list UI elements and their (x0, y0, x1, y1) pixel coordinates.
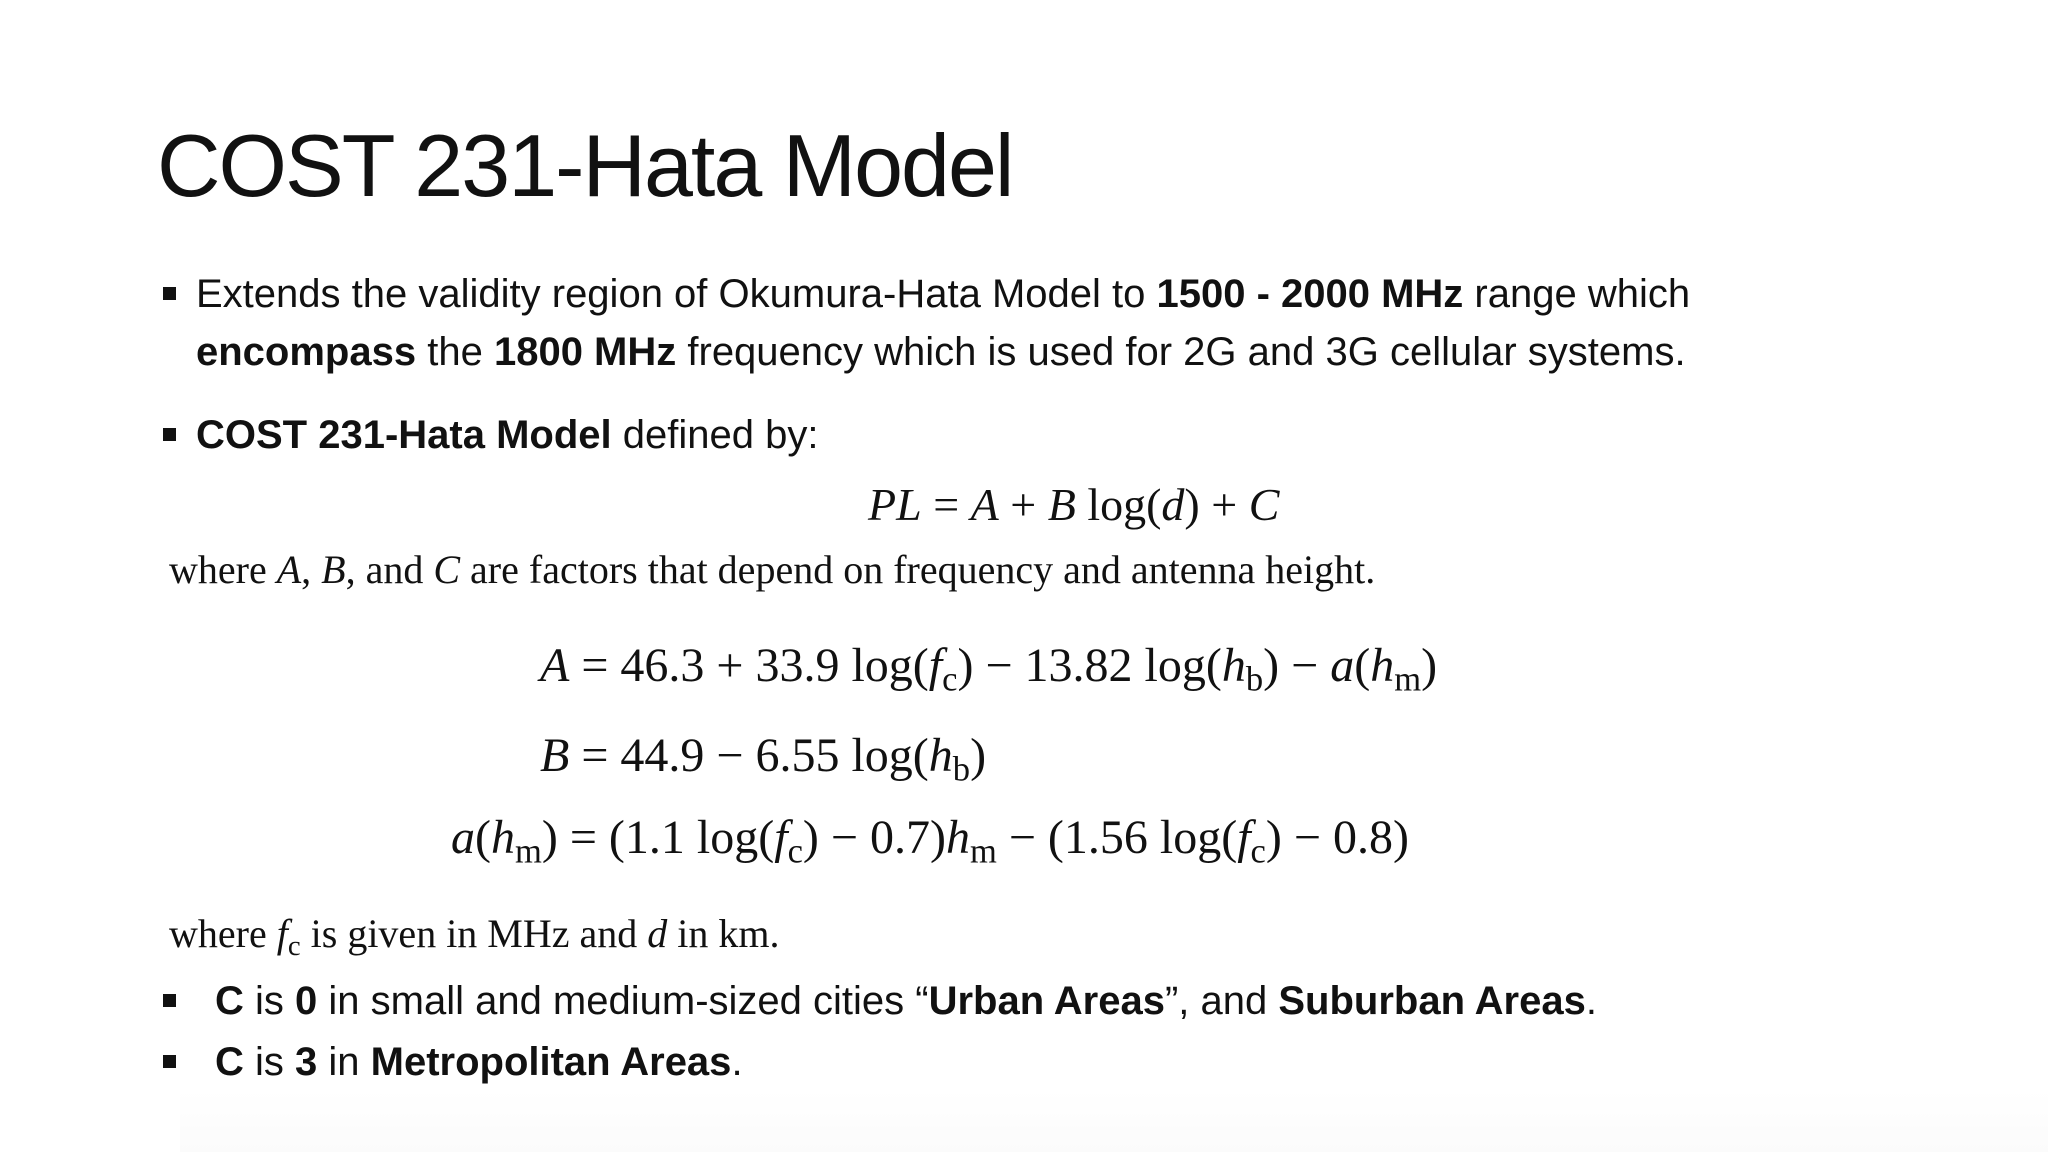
equation-path-loss: PL = A + B log(d) + C (868, 479, 1280, 530)
bullet-text: C is 0 in small and medium-sized cities “Urban Areas”, and Suburban Areas. (215, 979, 1597, 1023)
bullet-square-icon (163, 1055, 176, 1068)
units-description: where $f_c$ is given in MHz and d in km. (169, 911, 780, 963)
equation-a: A = 46.3 + 33.9 $\log(f_c) - 13.82$ $\log(h_b) - a(h_m)$ (540, 639, 1438, 699)
bullet-text: C is 3 in Metropolitan Areas. (215, 1040, 743, 1084)
bullet-text: Extends the validity region of Okumura-Hata Model to 1500 - 2000 MHz range which encompass the 1800 MHz frequency which is used for 2G and 3G cellular systems. (196, 272, 1691, 374)
equation-a-hm: $a(h_m) = (1.1$ $\log(f_c) - 0.7)h_m - (1.56$ $\log(f_c) - 0.8$) (451, 811, 1409, 871)
slide-title: COST 231-Hata Model (157, 116, 1013, 215)
bullet-validity-region (163, 265, 1913, 381)
bullet-urban-areas (163, 972, 1913, 1030)
bullet-metropolitan-areas (163, 1033, 1913, 1091)
bullet-model-definition (163, 406, 1913, 464)
footer-shade (180, 1090, 2048, 1152)
bullet-square-icon (163, 428, 176, 441)
bullet-text: COST 231-Hata Model defined by: (196, 413, 819, 457)
bullet-square-icon (163, 994, 176, 1007)
equation-b: B = 44.9 − 6.55 $\log(h_b)$ (540, 729, 987, 789)
factors-description: where A, B, and C are factors that depend on frequency and antenna height. (169, 547, 1376, 592)
bullet-square-icon (163, 287, 176, 300)
